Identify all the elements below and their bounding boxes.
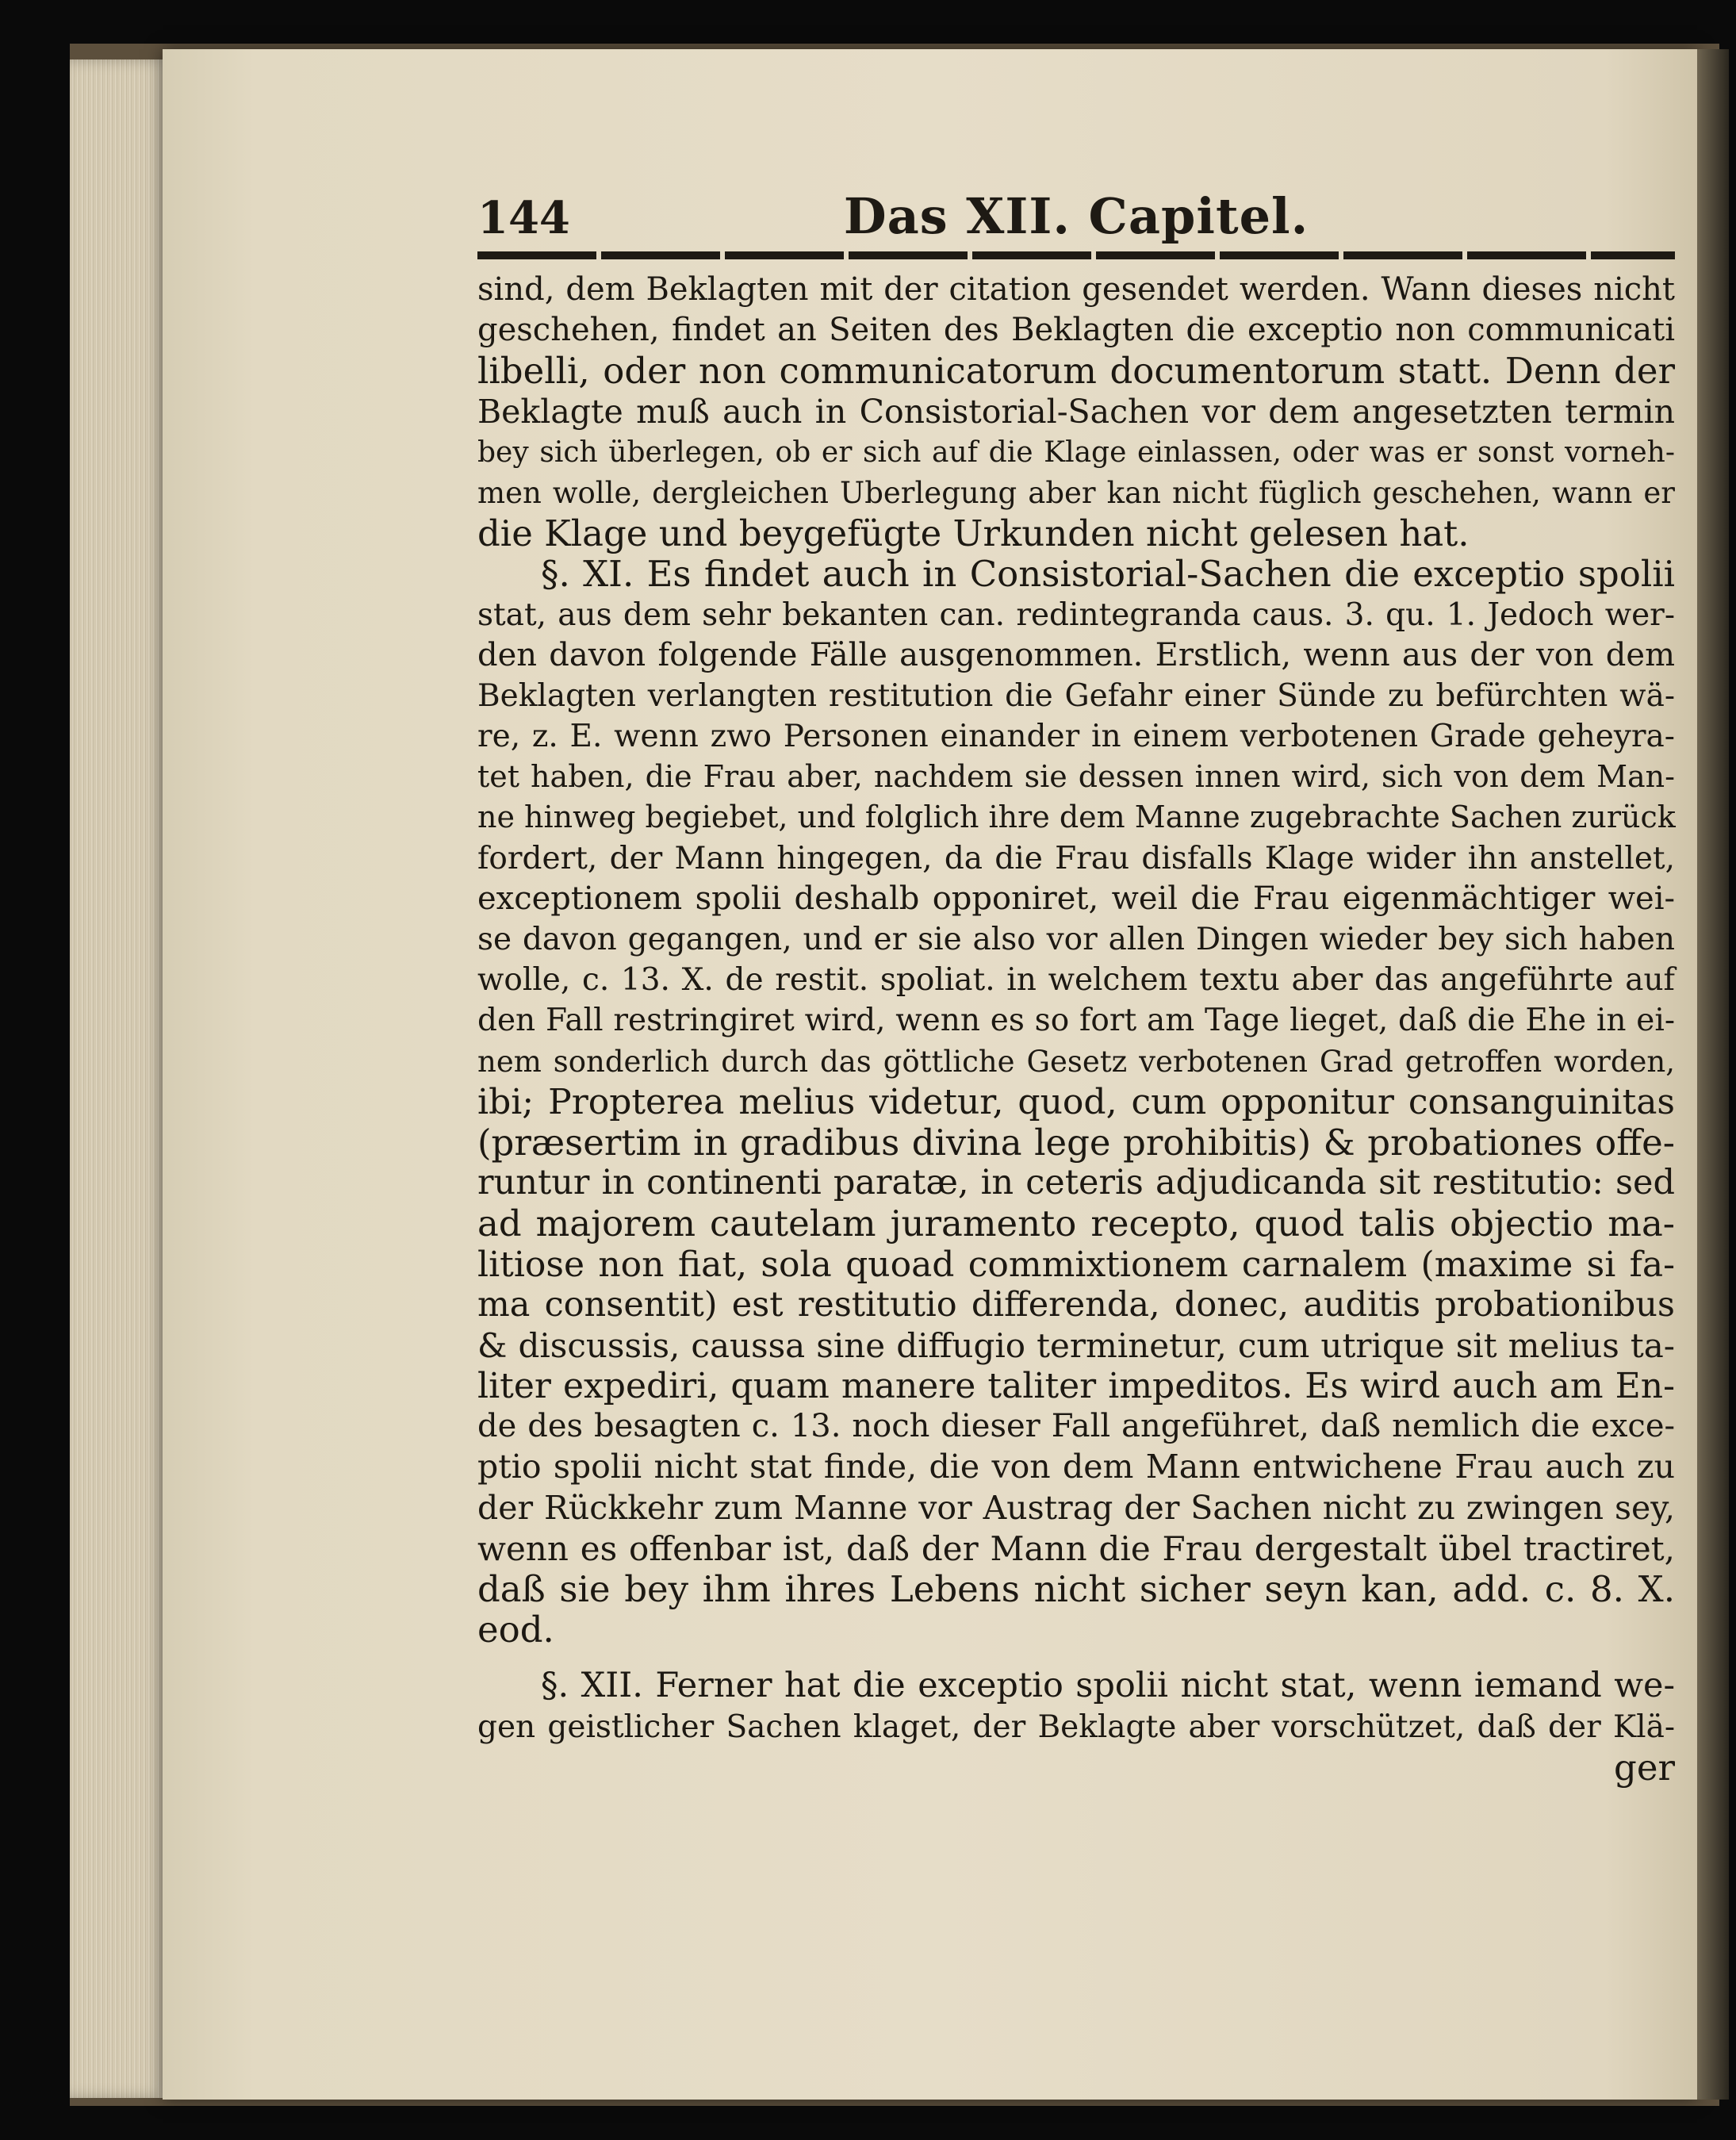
text-line: bey sich überlegen, ob er sich auf die Klage einlassen, oder was er sonst vorneh- (477, 435, 1675, 469)
text-line: tet haben, die Frau aber, nachdem sie dessen innen wird, sich von dem Man- (477, 759, 1675, 795)
text-line: libelli, oder non communicatorum documentorum statt. Denn der (477, 350, 1675, 393)
body-text (477, 270, 1675, 1788)
text-line: eod. (477, 1609, 554, 1651)
book-gutter (1697, 49, 1729, 2100)
section-heading-line: §. XII. Ferner hat die exceptio spolii nicht stat, wenn iemand we- (541, 1666, 1675, 1706)
text-line: die Klage und beygefügte Urkunden nicht gelesen hat. (477, 512, 1470, 555)
text-line: runtur in continenti paratæ, in ceteris adjudicanda sit restitutio: sed (477, 1163, 1675, 1203)
text-line: gen geistlicher Sachen klaget, der Beklagte aber vorschützet, daß der Klä- (477, 1709, 1675, 1745)
chapter-title: Das XII. Capitel. (843, 187, 1309, 245)
text-line: litiose non fiat, sola quoad commixtionem carnalem (maxime si fa- (477, 1244, 1675, 1285)
text-line: (præsertim in gradibus divina lege prohibitis) & probationes offe- (477, 1121, 1675, 1164)
text-line: ibi; Propterea melius videtur, quod, cum opponitur consanguinitas (477, 1081, 1675, 1122)
text-line: ma consentit) est restitutio differenda, donec, auditis probationibus (477, 1284, 1675, 1325)
text-line: de des besagten c. 13. noch dieser Fall angeführet, daß nemlich die exce- (477, 1408, 1675, 1445)
text-line: men wolle, dergleichen Uberlegung aber kan nicht füglich geschehen, wann er (477, 475, 1675, 510)
page-number: 144 (477, 192, 570, 244)
text-line: Beklagte muß auch in Consistorial-Sachen vor dem angesetzten termin (477, 392, 1675, 431)
text-line: nem sonderlich durch das göttliche Gesetz verbotenen Grad getroffen worden, (477, 1044, 1675, 1079)
running-header (477, 187, 1675, 251)
text-line: sind, dem Beklagten mit der citation gesendet werden. Wann dieses nicht (477, 271, 1675, 308)
text-line: se davon gegangen, und er sie also vor allen Dingen wieder bey sich haben (477, 922, 1675, 957)
text-line: wenn es offenbar ist, daß der Mann die Frau dergestalt übel tractiret, (477, 1528, 1675, 1568)
text-line: ne hinweg begiebet, und folglich ihre dem Manne zugebrachte Sachen zurück (477, 800, 1676, 835)
text-line: den Fall restringiret wird, wenn es so fort am Tage lieget, daß die Ehe in ei- (477, 1003, 1675, 1039)
header-rule (477, 251, 1675, 259)
text-line: exceptionem spolii deshalb opponiret, weil die Frau eigenmächtiger wei- (477, 880, 1675, 917)
section-heading-line: §. XI. Es findet auch in Consistorial-Sachen die exceptio spolii (541, 553, 1675, 596)
text-line: daß sie bey ihm ihres Lebens nicht sicher seyn kan, add. c. 8. X. (477, 1568, 1675, 1610)
page-edges (70, 59, 173, 2098)
text-line: stat, aus dem sehr bekanten can. redintegranda caus. 3. qu. 1. Jedoch wer- (477, 596, 1675, 633)
text-line: geschehen, findet an Seiten des Beklagten die exceptio non communicati (477, 312, 1675, 349)
text-line: fordert, der Mann hingegen, da die Frau disfalls Klage wider ihn anstellet, (477, 840, 1675, 876)
text-line: wolle, c. 13. X. de restit. spoliat. in welchem textu aber das angeführte auf (477, 962, 1675, 999)
text-line: liter expediri, quam manere taliter impeditos. Es wird auch am En- (477, 1366, 1675, 1407)
text-line: ptio spolii nicht stat finde, die von dem Mann entwichene Frau auch zu (477, 1448, 1675, 1486)
text-line: ad majorem cautelam juramento recepto, quod talis objectio ma- (477, 1202, 1675, 1245)
catchword: ger (1614, 1746, 1675, 1789)
text-line: & discussis, caussa sine diffugio terminetur, cum utrique sit melius ta- (477, 1325, 1675, 1365)
text-line: der Rückkehr zum Manne vor Austrag der Sachen nicht zu zwingen sey, (477, 1488, 1675, 1527)
text-line: den davon folgende Fälle ausgenommen. Erstlich, wenn aus der von dem (477, 636, 1675, 673)
text-line: re, z. E. wenn zwo Personen einander in einem verbotenen Grade geheyra- (477, 719, 1675, 755)
text-line: Beklagten verlangten restitution die Gefahr einer Sünde zu befürchten wä- (477, 677, 1675, 714)
